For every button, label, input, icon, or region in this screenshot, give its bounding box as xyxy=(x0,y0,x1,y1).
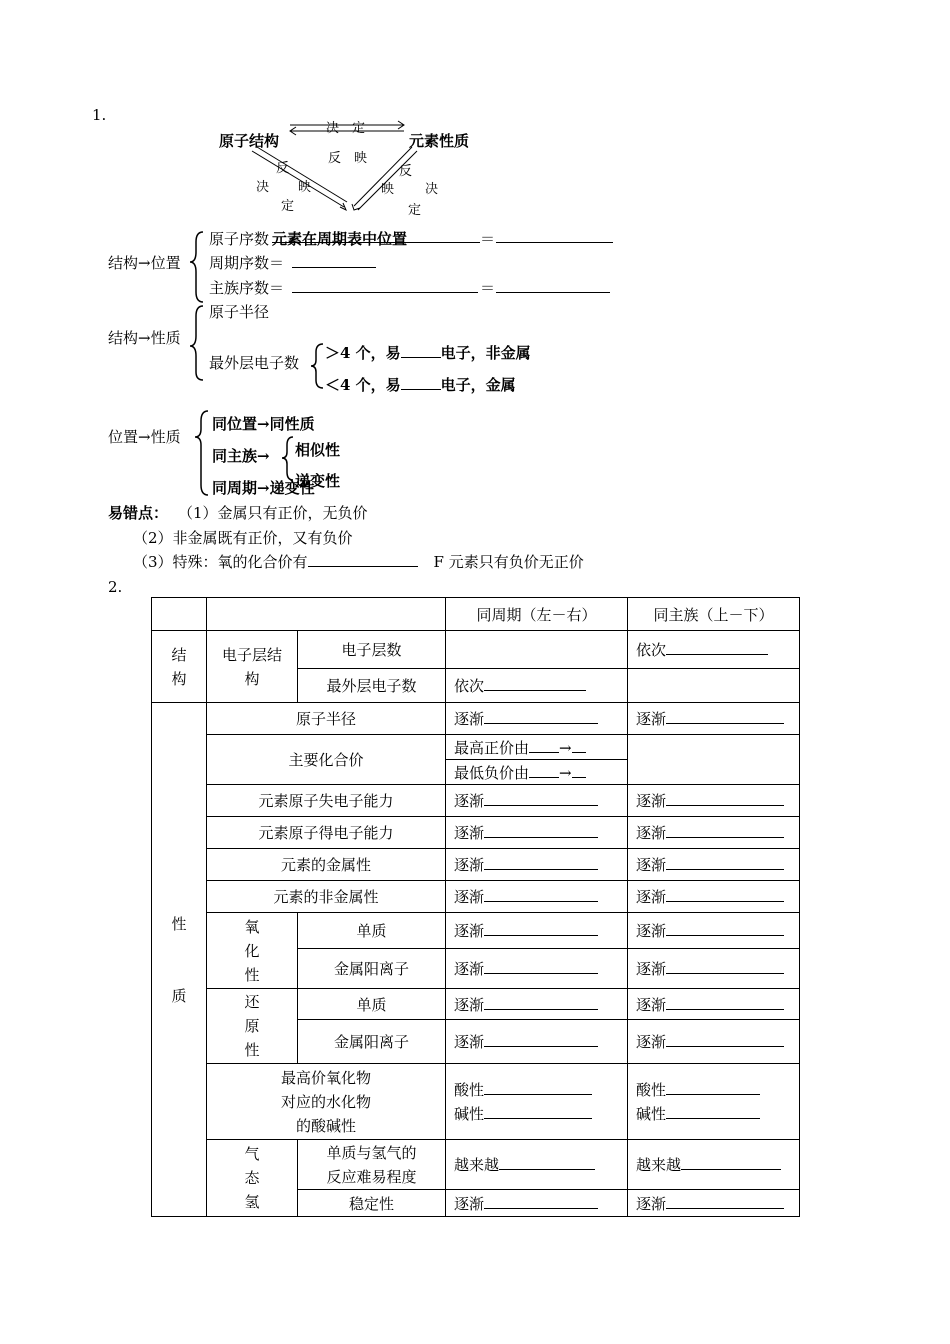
blank[interactable] xyxy=(666,995,784,1010)
table-row xyxy=(152,989,800,1020)
table-row xyxy=(152,703,800,735)
error-point-3 xyxy=(133,551,584,572)
cell: 逐渐 xyxy=(446,817,628,849)
gain-electron-label: 元素原子得电子能力 xyxy=(207,817,446,849)
header-same-group: 同主族（上－下） xyxy=(628,598,800,631)
periodic-trends-table xyxy=(151,597,800,1217)
group-structure-property-label: 结构→性质 xyxy=(108,329,181,347)
group-position-property-label: 位置→性质 xyxy=(108,428,181,446)
blank[interactable] xyxy=(484,1080,592,1095)
cell: 逐渐 xyxy=(446,989,628,1020)
metallic-label: 元素的金属性 xyxy=(207,849,446,881)
metal-cation-label: 金属阳离子 xyxy=(298,1020,446,1064)
table-row xyxy=(152,785,800,817)
nonmetallic-label: 元素的非金属性 xyxy=(207,881,446,913)
metal-text: 电子，金属 xyxy=(440,376,516,394)
error-point-2: （2）非金属既有正价，又有负价 xyxy=(133,529,353,547)
cell: 逐渐 xyxy=(446,1020,628,1064)
cell xyxy=(628,669,800,703)
stability-label: 稳定性 xyxy=(298,1190,446,1217)
blank[interactable] xyxy=(666,1194,784,1209)
cell: 酸性 碱性 xyxy=(628,1064,800,1140)
less-than-4-line xyxy=(325,374,516,395)
diagram-left-char: 定 xyxy=(281,199,295,214)
cell: 越来越 xyxy=(446,1140,628,1190)
cell: 逐渐 xyxy=(628,1190,800,1217)
less-than-4-text: ＜4 个，易 xyxy=(325,376,401,394)
blank[interactable] xyxy=(484,791,598,806)
cell: 依次 xyxy=(446,669,628,703)
oxidizing-label: 氧 化 性 xyxy=(207,913,298,989)
cell: 逐渐 xyxy=(628,817,800,849)
cell: 逐渐 xyxy=(446,849,628,881)
same-position-label: 同位置→同性质 xyxy=(212,415,315,433)
diagram-right-char: 反 xyxy=(399,164,413,179)
outer-electrons-label: 最外层电子数 xyxy=(209,354,300,372)
cell: 逐渐 xyxy=(628,989,800,1020)
blank[interactable] xyxy=(496,278,610,293)
cell xyxy=(628,735,800,785)
main-valence-label: 主要化合价 xyxy=(207,735,446,785)
cell: 逐渐 xyxy=(446,785,628,817)
table-header-row xyxy=(152,598,800,631)
atomic-number-label: 原子序数 xyxy=(209,230,270,248)
metal-cation-label: 金属阳离子 xyxy=(298,949,446,989)
table-row xyxy=(152,881,800,913)
blank[interactable] xyxy=(401,343,441,358)
cell: 逐渐 xyxy=(446,881,628,913)
blank[interactable] xyxy=(666,887,784,902)
cell: 逐渐 xyxy=(628,785,800,817)
cell: 逐渐 xyxy=(446,1190,628,1217)
same-period-label: 同周期→递变性 xyxy=(212,479,315,497)
header-cell xyxy=(152,598,207,631)
similarity-label: 相似性 xyxy=(295,441,341,459)
blank[interactable] xyxy=(484,1104,592,1119)
diagram-left-char: 决 xyxy=(256,180,270,195)
group-structure-position-label: 结构→位置 xyxy=(108,254,181,272)
cell xyxy=(446,631,628,669)
cell: 依次 xyxy=(628,631,800,669)
fluorine-text: F 元素只有负价无正价 xyxy=(433,553,584,571)
table-row xyxy=(152,849,800,881)
blank[interactable] xyxy=(484,921,598,936)
blank[interactable] xyxy=(529,763,559,778)
diagram-atomic-structure: 原子结构 xyxy=(219,132,280,150)
blank[interactable] xyxy=(666,1032,784,1047)
blank[interactable] xyxy=(484,1194,598,1209)
cell: 最低负价由 → xyxy=(446,760,628,785)
atomic-radius-label: 原子半径 xyxy=(209,303,270,321)
table-row xyxy=(152,1140,800,1190)
properties-label: 性 质 xyxy=(152,703,207,1217)
table-row xyxy=(152,1064,800,1140)
blank[interactable] xyxy=(666,921,784,936)
table-row xyxy=(152,735,800,760)
more-than-4-text: ＞4 个，易 xyxy=(325,344,401,362)
cell: 逐渐 xyxy=(628,913,800,949)
blank[interactable] xyxy=(484,676,586,691)
blank[interactable] xyxy=(666,1104,760,1119)
blank[interactable] xyxy=(572,763,586,778)
table-row xyxy=(152,631,800,669)
blank[interactable] xyxy=(292,278,478,293)
diagram-mid-label: 反 映 xyxy=(328,151,368,166)
hydrogen-reaction-label: 单质与氢气的 反应难易程度 xyxy=(298,1140,446,1190)
nonmetal-text: 电子，非金属 xyxy=(440,344,531,362)
header-cell xyxy=(207,598,446,631)
lose-electron-label: 元素原子失电子能力 xyxy=(207,785,446,817)
cell: 逐渐 xyxy=(628,949,800,989)
oxygen-valence-text: （3）特殊：氧的化合价有 xyxy=(133,553,308,571)
oxide-hydrate-label: 最高价氧化物 对应的水化物 的酸碱性 xyxy=(207,1064,446,1140)
section-number-1: 1. xyxy=(92,106,107,124)
equals-sign: ＝ xyxy=(480,279,496,297)
atomic-radius-row-label: 原子半径 xyxy=(207,703,446,735)
blank[interactable] xyxy=(666,1080,760,1095)
position-in-table-label: 元素在周期表中位置 xyxy=(272,230,408,248)
blank[interactable] xyxy=(499,1155,595,1170)
blank[interactable] xyxy=(401,375,441,390)
reducing-label: 还 原 性 xyxy=(207,989,298,1064)
blank[interactable] xyxy=(484,959,598,974)
blank[interactable] xyxy=(484,887,598,902)
equals-sign: ＝ xyxy=(480,230,496,248)
blank[interactable] xyxy=(484,855,598,870)
cell: 逐渐 xyxy=(446,913,628,949)
diagram-right-char: 决 xyxy=(425,182,439,197)
header-same-period: 同周期（左－右） xyxy=(446,598,628,631)
table-row xyxy=(152,913,800,949)
same-group-label: 同主族→ xyxy=(212,447,270,465)
shell-count-label: 电子层数 xyxy=(298,631,446,669)
section-number-2: 2. xyxy=(108,578,123,596)
blank[interactable] xyxy=(529,738,559,753)
cell: 逐渐 xyxy=(628,703,800,735)
electron-shell-structure-label: 电子层结 构 xyxy=(207,631,298,703)
cell: 逐渐 xyxy=(628,881,800,913)
cell: 酸性 碱性 xyxy=(446,1064,628,1140)
element-label: 单质 xyxy=(298,989,446,1020)
blank[interactable] xyxy=(681,1155,781,1170)
element-label: 单质 xyxy=(298,913,446,949)
diagram-left-char: 反 xyxy=(276,161,290,176)
structure-label: 结 构 xyxy=(152,631,207,703)
blank[interactable] xyxy=(666,823,784,838)
table-row xyxy=(152,817,800,849)
diagram-right-char: 映 xyxy=(381,182,395,197)
atomic-number-line xyxy=(209,228,269,249)
period-number-label: 周期序数＝ xyxy=(209,254,285,272)
blank[interactable] xyxy=(666,855,784,870)
blank[interactable] xyxy=(484,823,598,838)
blank[interactable] xyxy=(496,228,613,243)
gradation-label: 递变性 xyxy=(295,472,341,490)
blank[interactable] xyxy=(666,640,768,655)
blank[interactable] xyxy=(666,709,784,724)
error-point-1: （1）金属只有正价，无负价 xyxy=(178,504,368,522)
blank[interactable] xyxy=(272,228,480,243)
cell: 最高正价由 → xyxy=(446,735,628,760)
blank[interactable] xyxy=(484,995,598,1010)
gaseous-hydride-label: 气 态 氢 xyxy=(207,1140,298,1217)
blank[interactable] xyxy=(308,552,418,567)
blank[interactable] xyxy=(666,959,784,974)
cell: 越来越 xyxy=(628,1140,800,1190)
cell: 逐渐 xyxy=(446,703,628,735)
blank[interactable] xyxy=(292,253,376,268)
diagram-element-properties: 元素性质 xyxy=(409,132,470,150)
error-points-heading: 易错点： xyxy=(108,504,169,522)
cell: 逐渐 xyxy=(446,949,628,989)
blank[interactable] xyxy=(484,1032,598,1047)
blank[interactable] xyxy=(484,709,598,724)
diagram-left-char: 映 xyxy=(298,180,312,195)
diagram-top-label: 决 定 xyxy=(326,121,366,136)
more-than-4-line xyxy=(325,342,531,363)
blank[interactable] xyxy=(572,738,586,753)
cell: 逐渐 xyxy=(628,1020,800,1064)
blank[interactable] xyxy=(666,791,784,806)
cell: 逐渐 xyxy=(628,849,800,881)
diagram-right-char: 定 xyxy=(408,203,422,218)
outer-electron-label: 最外层电子数 xyxy=(298,669,446,703)
main-group-number-label: 主族序数＝ xyxy=(209,279,285,297)
